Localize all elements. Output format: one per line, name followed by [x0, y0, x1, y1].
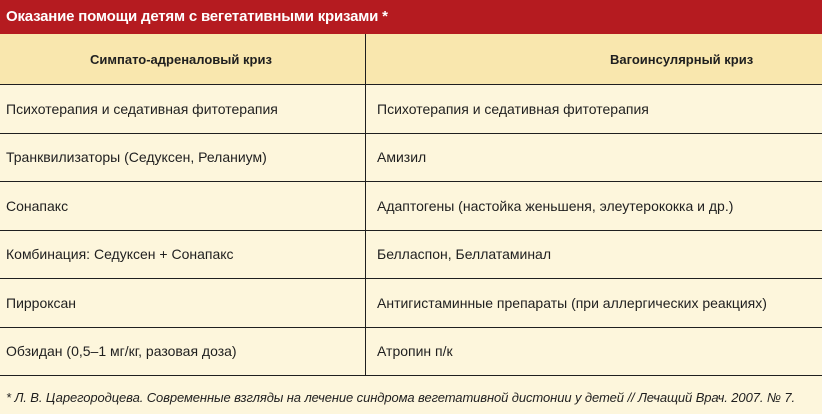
table-cell: Психотерапия и седативная фитотерапия	[377, 100, 649, 117]
table-cell: Пирроксан	[0, 279, 366, 327]
table-cell: Белласпон, Беллатаминал	[377, 246, 552, 263]
table-cell: Психотерапия и седативная фитотерапия	[0, 85, 366, 133]
column-header-sympathoadrenal: Симпато-адреналовый криз	[0, 34, 366, 84]
table-row	[0, 182, 822, 231]
table-cell: Транквилизаторы (Седуксен, Реланиум)	[0, 134, 366, 182]
table-row	[0, 328, 822, 377]
table-row	[0, 279, 822, 328]
column-header-vagoinsular: Вагоинсулярный криз	[610, 51, 754, 67]
table-row	[0, 231, 822, 280]
table-cell: Амизил	[377, 149, 427, 166]
table-cell: Обзидан (0,5–1 мг/кг, разовая доза)	[0, 328, 366, 376]
table-header-row	[0, 34, 822, 85]
table-cell: Комбинация: Седуксен + Сонапакс	[0, 231, 366, 279]
table-cell: Атропин п/к	[377, 343, 453, 360]
table-row	[0, 134, 822, 183]
table-cell: Адаптогены (настойка женьшеня, элеутерококка и др.)	[377, 197, 734, 214]
treatment-table	[0, 34, 822, 376]
table-row	[0, 85, 822, 134]
table-cell: Сонапакс	[0, 182, 366, 230]
table-cell: Антигистаминные препараты (при аллергических реакциях)	[377, 294, 767, 311]
table-title: Оказание помощи детям с вегетативными кризами *	[0, 0, 822, 34]
footnote-reference: * Л. В. Царегородцева. Современные взгляды на лечение синдрома вегетативной дистонии у детей // Лечащий Врач. 2007. № 7.	[6, 390, 795, 405]
